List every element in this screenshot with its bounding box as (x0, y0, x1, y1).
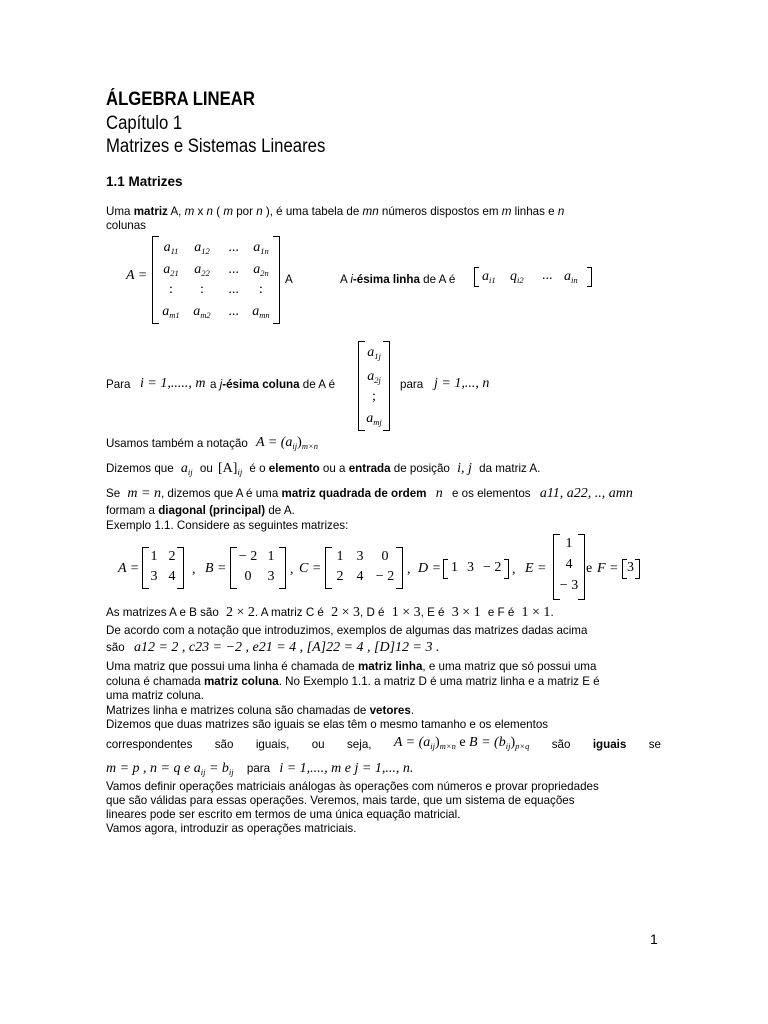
example-a-lhs: A = (118, 561, 140, 576)
example-matrix-c: 1 3 0 2 4 − 2 (325, 547, 403, 589)
intro-line-1: Uma matriz A, m x n ( m por n ), é uma tabela de mn números dispostos em m linhas e n (106, 205, 565, 218)
example-matrix-a: 1 2 3 4 (142, 547, 184, 589)
vectors-def: Matrizes linha e matrizes coluna são chamadas de vetores. (106, 704, 415, 717)
matrix-a-r1c3: ... (228, 240, 240, 255)
equal-line-1: Dizemos que duas matrizes são iguais se elas têm o mesmo tamanho e os elementos (106, 718, 549, 731)
square-matrix-def: Se m = n, dizemos que A é uma matriz quadrada de ordem n e os elementos a11, a22, .., amn (106, 486, 633, 501)
examples-line-1: De acordo com a notação que introduzimos, exemplos de algumas das matrizes dadas acima (106, 624, 588, 637)
range-i: i = 1,....., m (140, 376, 206, 391)
matrix-a-r2c4: $a_{2n}$ (253, 262, 269, 278)
matrix-a-r4c1: $a_{m1}$ (162, 304, 180, 320)
column-definition: a j-ésima coluna de A é (210, 378, 336, 391)
notation-formula: $A = (a_{ij})_{m\times n}$ (256, 435, 318, 451)
equal-condition: m = p , n = q e $a_{ij} = b_{ij}$ para i = 1,...., m e j = 1,..., n. (106, 761, 414, 777)
row-definition: A i-ésima linha de A é (340, 273, 456, 286)
column-def-para2: para (400, 378, 424, 391)
column-vector: $a_{1j}$ $a_{2j}$ ; $a_{mj}$ (358, 341, 390, 431)
example-b-lhs: B = (205, 561, 227, 576)
matrix-a-label: A (285, 273, 293, 286)
matrix-a-r4c4: $a_{mn}$ (252, 304, 270, 320)
matrix-a-r3c4: : (259, 282, 263, 297)
matrix-a-r4c3: ... (228, 304, 240, 319)
example-matrix-e: 1 4 − 3 (553, 534, 585, 600)
matrix-a-r1c2: $a_{12}$ (194, 240, 210, 256)
matrix-a-r2c1: $a_{21}$ (163, 262, 179, 278)
example-e-connector: e (586, 561, 593, 576)
example-matrix-b: − 2 1 0 3 (230, 547, 286, 589)
row-vector: $a_{i1}$ $q_{i2}$ ... $a_{in}$ (474, 267, 592, 287)
document-title: ÁLGEBRA LINEAR (106, 89, 255, 110)
example-matrix-d: 1 3 − 2 (443, 559, 509, 579)
column-def-para: Para (106, 378, 131, 391)
ops-line-2: que são válidas para essas operações. Veremos, mais tarde, que um sistema de equações (106, 794, 575, 807)
example-d-lhs: D = (418, 561, 442, 576)
sizes-line: As matrizes A e B são 2 × 2. A matriz C é 2 × 3, D é 1 × 3, E é 3 × 1 e F é 1 × 1. (106, 605, 554, 620)
notation-text: Usamos também a notação (106, 437, 248, 450)
matrix-a-r1c1: $a_{11}$ (163, 240, 179, 256)
example-matrix-f: 3 (622, 559, 640, 579)
example-f-lhs: F = (597, 561, 619, 576)
chapter-title: Matrizes e Sistemas Lineares (106, 136, 326, 157)
matrix-col-line3: uma matriz coluna. (106, 689, 204, 702)
section-heading: 1.1 Matrizes (106, 174, 183, 189)
equal-line-2: correspondentes são iguais, ou seja, $A = (a_{ij})_{m\times n}$ e $B = (b_{ij})_{p\times q}$ são iguais se (106, 735, 661, 751)
matrix-a-r3c1: : (169, 282, 173, 297)
matrix-a-lhs: A = (126, 268, 148, 283)
ops-line-3: lineares pode ser escrito em termos de uma única equação matricial. (106, 808, 461, 821)
matrix-a-general (152, 236, 280, 324)
example-e-lhs: E = (525, 561, 547, 576)
intro-line-2: colunas (106, 219, 146, 232)
example-c-lhs: C = (299, 561, 322, 576)
matrix-a-r2c3: ... (228, 262, 240, 277)
matrix-a-r2c2: $a_{22}$ (194, 262, 210, 278)
matrix-a-r3c3: ... (228, 282, 240, 297)
examples-line-2: são a12 = 2 , c23 = −2 , e21 = 4 , [A]22 = 4 , [D]12 = 3 . (106, 640, 440, 655)
example-title: Exemplo 1.1. Considere as seguintes matrizes: (106, 519, 349, 532)
diagonal-def: formam a diagonal (principal) de A. (106, 504, 295, 517)
range-j: j = 1,..., n (434, 376, 490, 391)
chapter-label: Capítulo 1 (106, 113, 183, 134)
ops-line-4: Vamos agora, introduzir as operações matriciais. (106, 822, 357, 835)
element-definition: Dizemos que $a_{ij}$ ou $[A]_{ij}$ é o elemento ou a entrada de posição i, j da matriz A. (106, 461, 541, 477)
page-number: 1 (650, 931, 658, 947)
matrix-a-r1c4: $a_{1n}$ (253, 240, 269, 256)
matrix-a-r3c2: : (200, 282, 204, 297)
matrix-a-r4c2: $a_{m2}$ (193, 304, 211, 320)
ops-line-1: Vamos definir operações matriciais análogas às operações com números e provar propriedades (106, 780, 599, 793)
matrix-col-def: coluna é chamada matriz coluna. No Exemplo 1.1. a matriz D é uma matriz linha e a matriz E é (106, 675, 600, 688)
matrix-row-def: Uma matriz que possui uma linha é chamada de matriz linha, e uma matriz que só possui uma (106, 660, 597, 673)
